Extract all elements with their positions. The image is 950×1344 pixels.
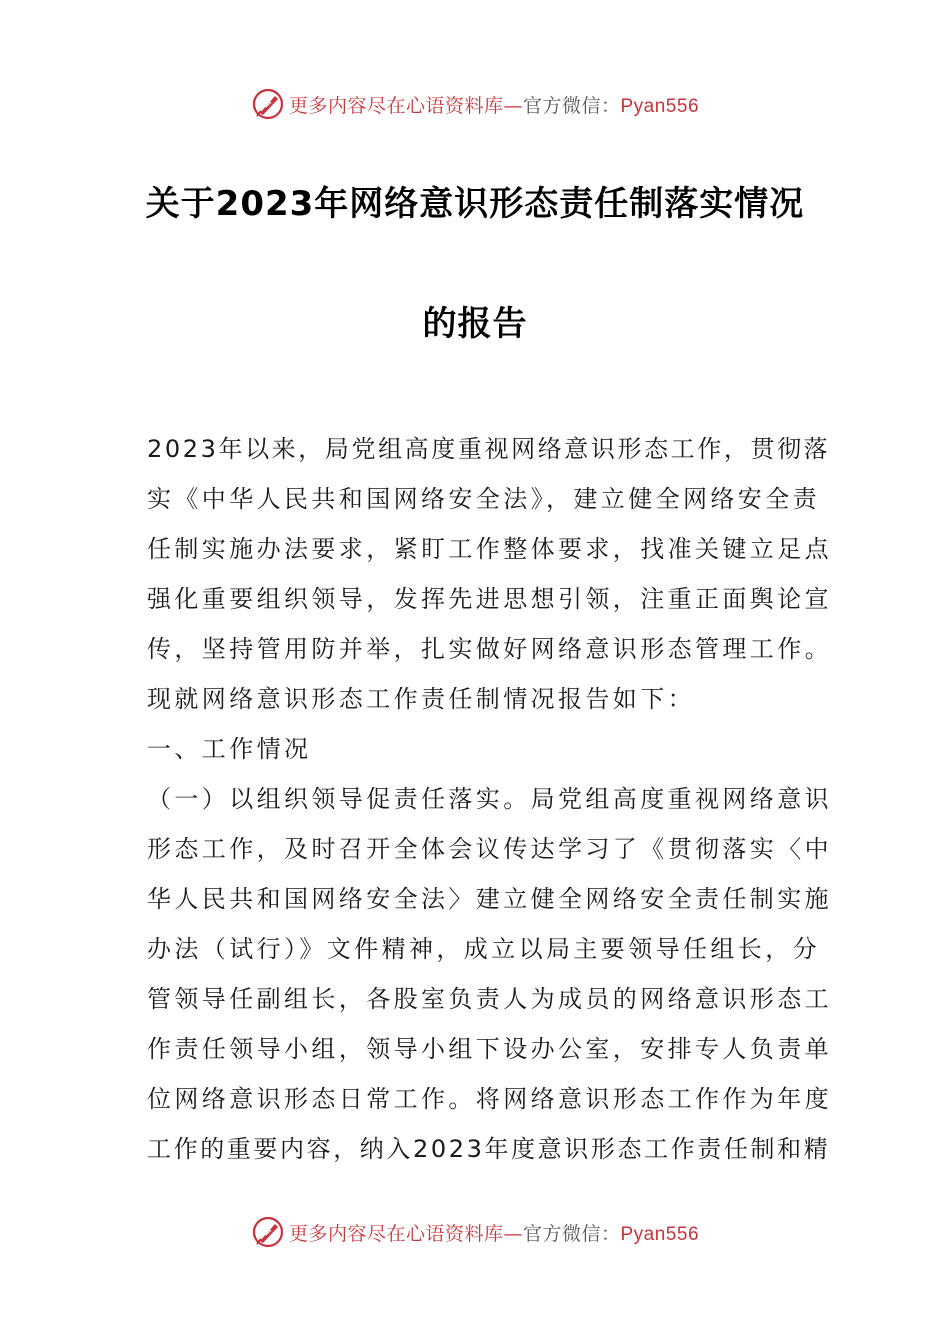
watermark-text bbox=[289, 1219, 699, 1246]
watermark-header bbox=[0, 84, 950, 124]
body-line: 现就网络意识形态工作责任制情况报告如下： bbox=[147, 685, 695, 713]
watermark-text bbox=[289, 91, 699, 118]
body-line: 任制实施办法要求，紧盯工作整体要求，找准关键立足点 bbox=[147, 535, 832, 563]
body-line: 实《中华人民共和国网络安全法》，建立健全网络安全责 bbox=[147, 485, 820, 513]
body-line: 华人民共和国网络安全法〉建立健全网络安全责任制实施 bbox=[147, 885, 832, 913]
section-heading: 一、工作情况 bbox=[147, 735, 312, 763]
body-line: 作责任领导小组，领导小组下设办公室，安排专人负责单 bbox=[147, 1035, 832, 1063]
watermark-prefix: 更多内容尽在心语资料库 bbox=[288, 1222, 504, 1245]
quill-logo-icon bbox=[251, 1215, 285, 1249]
body-line: 强化重要组织领导，发挥先进思想引领，注重正面舆论宣 bbox=[147, 585, 832, 613]
body-line: 传，坚持管用防并举，扎实做好网络意识形态管理工作。 bbox=[147, 635, 832, 663]
watermark-label: 官方微信： bbox=[522, 1222, 621, 1245]
body-line: 形态工作，及时召开全体会议传达学习了《贯彻落实〈中 bbox=[147, 835, 832, 863]
body-line: 办法（试行）》文件精神，成立以局主要领导任组长，分 bbox=[147, 935, 820, 963]
body-line: （一）以组织领导促责任落实。局党组高度重视网络意识 bbox=[147, 785, 832, 813]
document-title-line-1: 关于2023年网络意识形态责任制落实情况 bbox=[145, 184, 805, 224]
watermark-footer bbox=[0, 1212, 950, 1252]
watermark-id: Pyan556 bbox=[620, 95, 700, 117]
watermark-prefix: 更多内容尽在心语资料库 bbox=[288, 94, 504, 117]
body-line: 位网络意识形态日常工作。将网络意识形态工作作为年度 bbox=[147, 1085, 832, 1113]
body-line: 管领导任副组长，各股室负责人为成员的网络意识形态工 bbox=[147, 985, 832, 1013]
quill-logo-icon bbox=[251, 87, 285, 121]
watermark-label: 官方微信： bbox=[522, 94, 621, 117]
document-title-line-2: 的报告 bbox=[422, 304, 528, 344]
body-line: 2023年以来，局党组高度重视网络意识形态工作，贯彻落 bbox=[147, 435, 831, 463]
watermark-dash: — bbox=[503, 94, 523, 117]
document-body bbox=[147, 424, 832, 1174]
watermark-id: Pyan556 bbox=[620, 1223, 700, 1245]
watermark-dash: — bbox=[503, 1222, 523, 1245]
body-line: 工作的重要内容，纳入2023年度意识形态工作责任制和精 bbox=[147, 1135, 831, 1163]
